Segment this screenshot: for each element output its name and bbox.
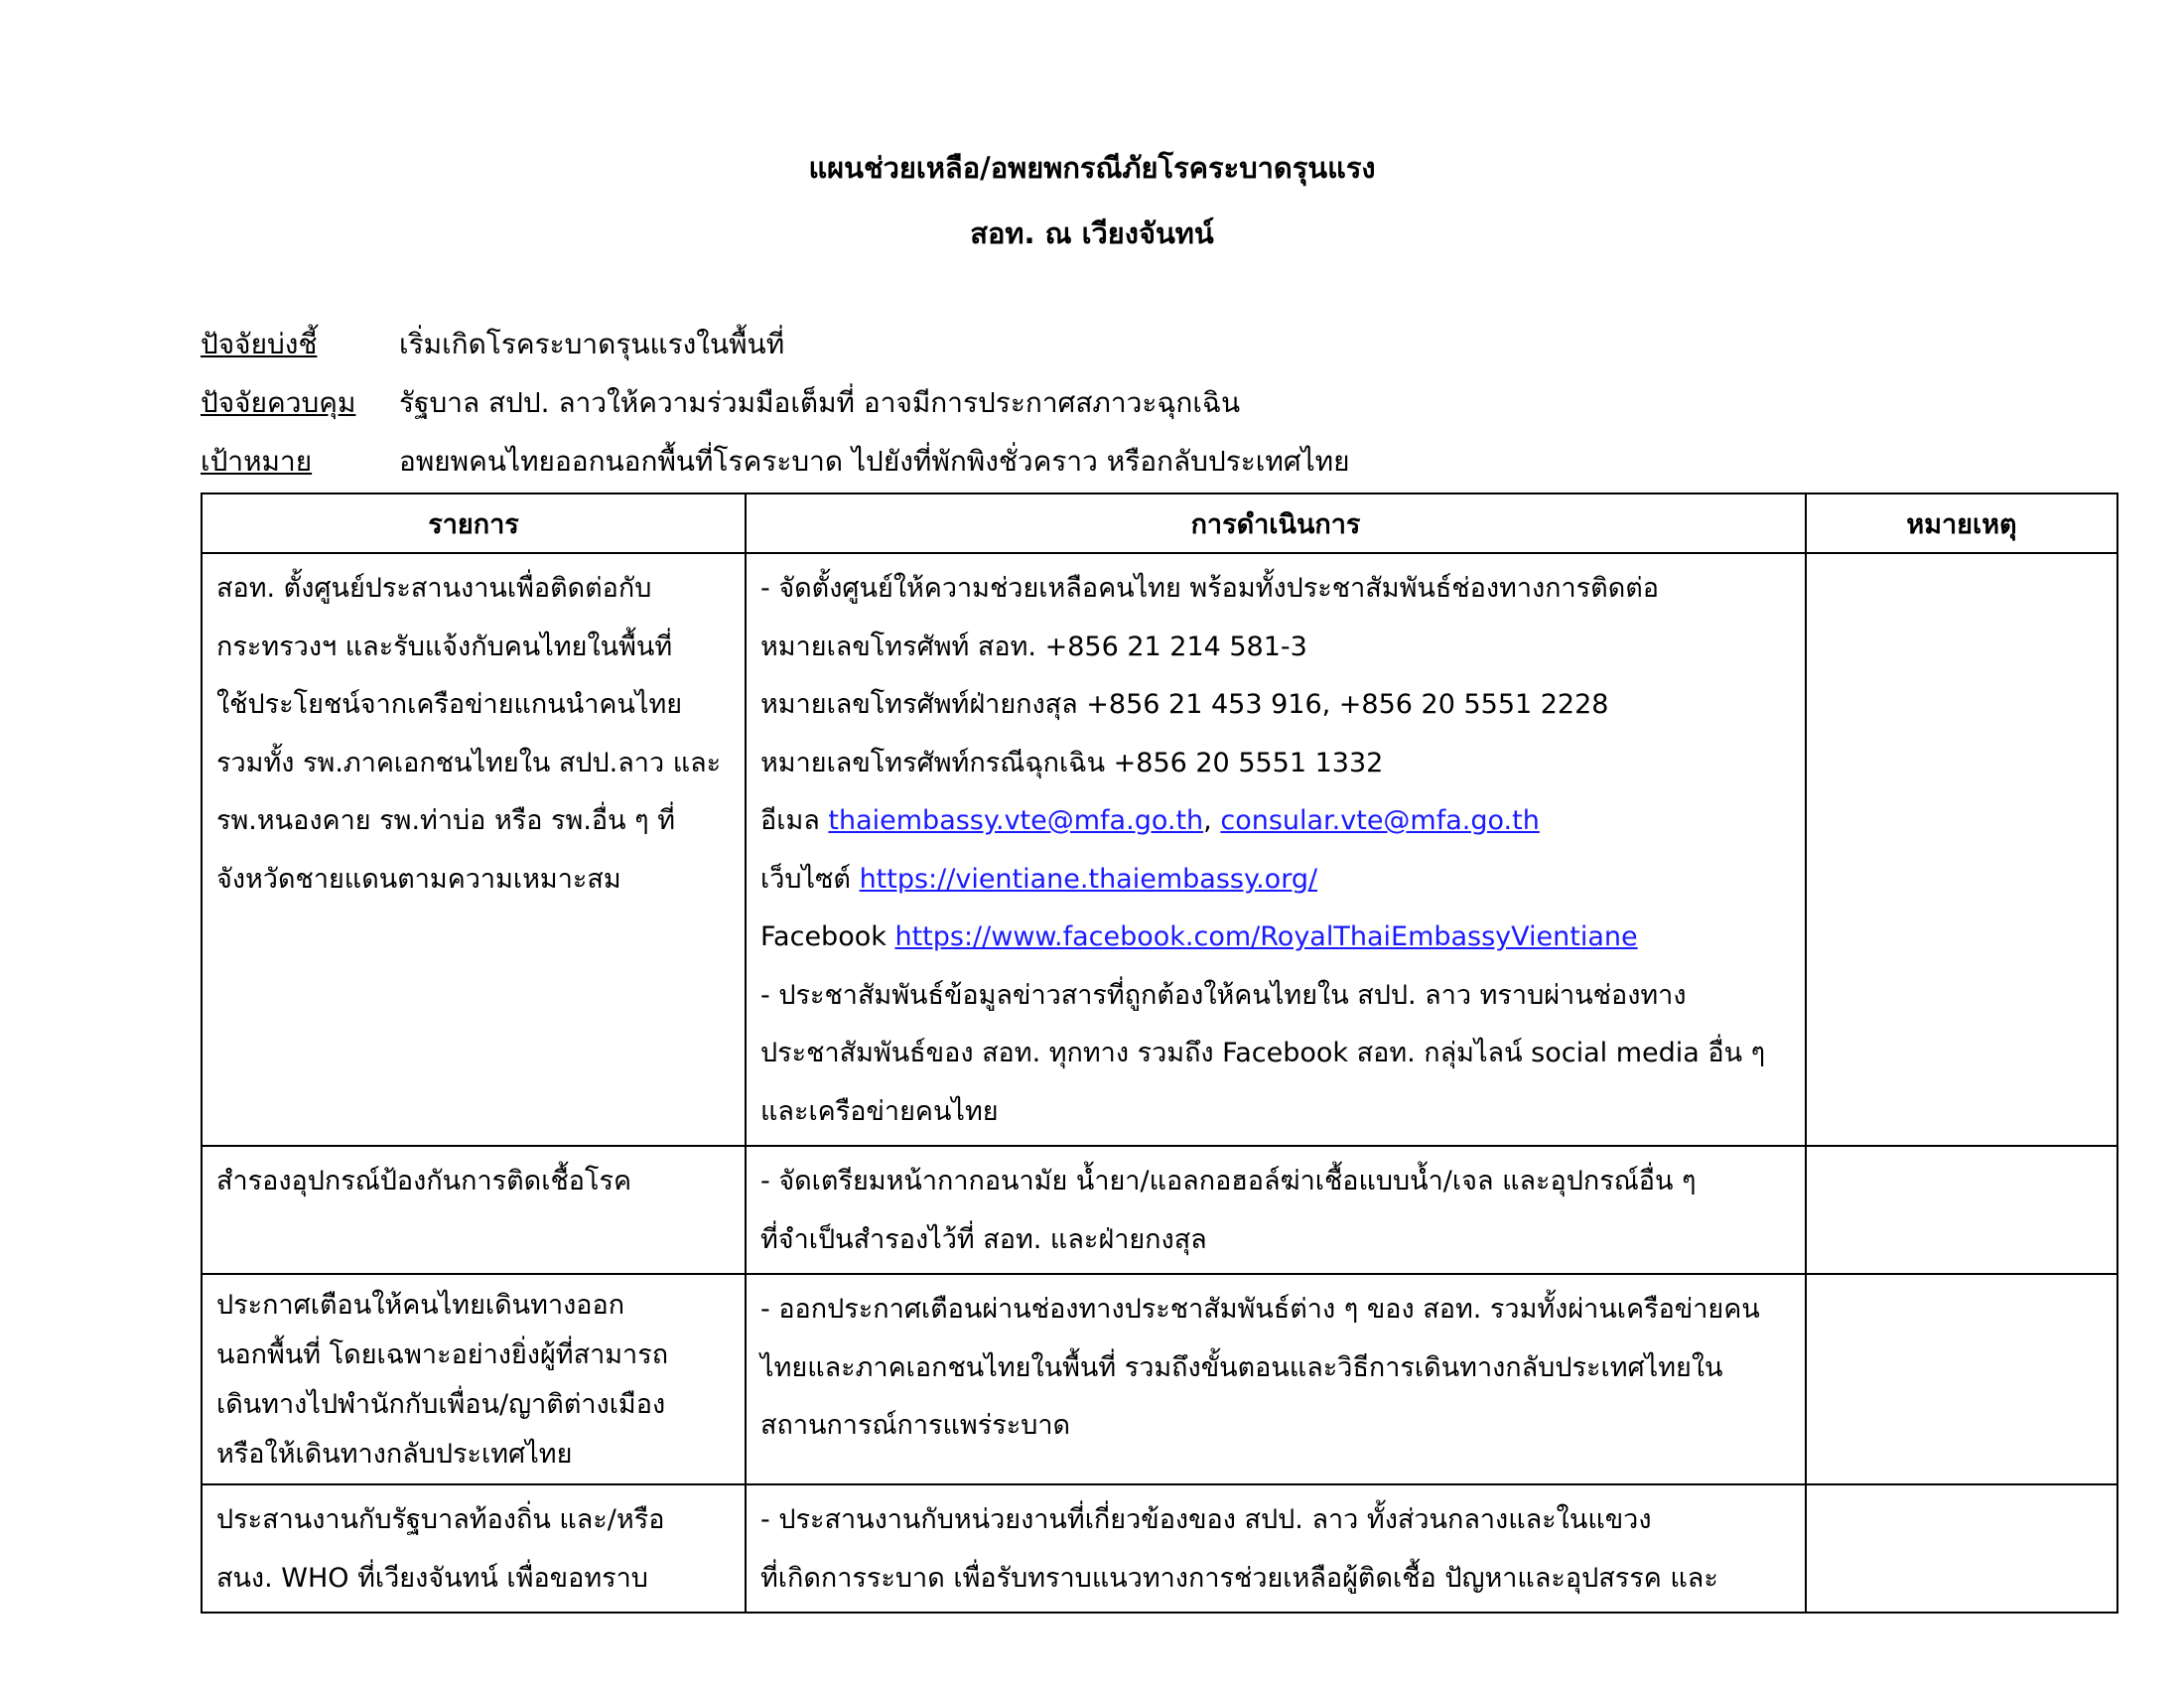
- meta-label: ปัจจัยบ่งชี้: [201, 328, 318, 360]
- website-line: [760, 851, 1791, 910]
- cell-line: - จัดเตรียมหน้ากากอนามัย น้ำยา/แอลกอฮอล์ฆ่าเชื้อแบบน้ำ/เจล และอุปกรณ์อื่น ๆ: [760, 1166, 1697, 1196]
- cell-line: ประชาสัมพันธ์ของ สอท. ทุกทาง รวมถึง Facebook สอท. กลุ่มไลน์ social media อื่น ๆ: [760, 1038, 1766, 1068]
- row4-remark: [1806, 1484, 2117, 1613]
- row2-action: [746, 1146, 1806, 1274]
- cell-line: สอท. ตั้งศูนย์ประสานงานเพื่อติดต่อกับ: [216, 573, 652, 604]
- table-row: [202, 553, 2117, 1146]
- cell-line: ที่จำเป็นสำรองไว้ที่ สอท. และฝ่ายกงสุล: [760, 1223, 1207, 1255]
- embassy-phone: หมายเลขโทรศัพท์ สอท. +856 21 214 581-3: [760, 631, 1307, 662]
- table-row: [202, 1274, 2117, 1484]
- meta-value: รัฐบาล สปป. ลาวให้ความร่วมมือเต็มที่ อาจมีการประกาศสภาวะฉุกเฉิน: [399, 386, 1241, 419]
- cell-line: สถานการณ์การแพร่ระบาด: [760, 1410, 1071, 1441]
- cell-line: หรือให้เดินทางกลับประเทศไทย: [216, 1439, 573, 1470]
- row1-remark: [1806, 553, 2117, 1146]
- facebook-link[interactable]: https://www.facebook.com/RoyalThaiEmbassyVientiane: [894, 921, 1638, 952]
- cell-line: รพ.หนองคาย รพ.ท่าบ่อ หรือ รพ.อื่น ๆ ที่: [216, 805, 676, 836]
- meta-value: เริ่มเกิดโรคระบาดรุนแรงในพื้นที่: [399, 328, 785, 360]
- row2-item: [202, 1146, 746, 1274]
- meta-value: อพยพคนไทยออกนอกพื้นที่โรคระบาด ไปยังที่พักพิงชั่วคราว หรือกลับประเทศไทย: [399, 445, 1350, 478]
- header-remark: หมายเหตุ: [1806, 493, 2117, 553]
- cell-line: และเครือข่ายคนไทย: [760, 1095, 999, 1127]
- email-line: [760, 792, 1791, 851]
- table-header-row: [202, 493, 2117, 553]
- table-row: [202, 1484, 2117, 1613]
- row2-remark: [1806, 1146, 2117, 1274]
- meta-goal: [201, 442, 1350, 482]
- document-title: แผนช่วยเหลือ/อพยพกรณีภัยโรคระบาดรุนแรง: [808, 151, 1376, 185]
- cell-line: - จัดตั้งศูนย์ให้ความช่วยเหลือคนไทย พร้อมทั้งประชาสัมพันธ์ช่องทางการติดต่อ: [760, 573, 1660, 604]
- email-label: อีเมล: [760, 805, 820, 836]
- cell-line: เดินทางไปพำนักกับเพื่อน/ญาติต่างเมือง: [216, 1389, 666, 1420]
- plan-table: [201, 492, 2118, 1614]
- facebook-line: [760, 909, 1791, 967]
- header-action: การดำเนินการ: [746, 493, 1806, 553]
- row4-item: [202, 1484, 746, 1613]
- row3-item: [202, 1274, 746, 1484]
- cell-line: สำรองอุปกรณ์ป้องกันการติดเชื้อโรค: [216, 1166, 632, 1196]
- consular-phone: หมายเลขโทรศัพท์ฝ่ายกงสุล +856 21 453 916, +856 20 5551 2228: [760, 689, 1609, 720]
- cell-line: ไทยและภาคเอกชนไทยในพื้นที่ รวมถึงขั้นตอนและวิธีการเดินทางกลับประเทศไทยใน: [760, 1351, 1723, 1383]
- row3-action: [746, 1274, 1806, 1484]
- website-label: เว็บไซต์: [760, 863, 851, 895]
- cell-line: ใช้ประโยชน์จากเครือข่ายแกนนำคนไทย: [216, 689, 683, 720]
- row3-remark: [1806, 1274, 2117, 1484]
- meta-indicator: [201, 325, 784, 364]
- website-link[interactable]: https://vientiane.thaiembassy.org/: [859, 863, 1318, 895]
- cell-line: รวมทั้ง รพ.ภาคเอกชนไทยใน สปป.ลาว และ: [216, 747, 722, 778]
- email-link-consular[interactable]: consular.vte@mfa.go.th: [1220, 805, 1540, 836]
- cell-line: - ประสานงานกับหน่วยงานที่เกี่ยวข้องของ สปป. ลาว ทั้งส่วนกลางและในแขวง: [760, 1504, 1652, 1535]
- cell-line: สนง. WHO ที่เวียงจันทน์ เพื่อขอทราบ: [216, 1562, 648, 1594]
- email-separator: ,: [1203, 805, 1212, 836]
- cell-line: - ออกประกาศเตือนผ่านช่องทางประชาสัมพันธ์ต่าง ๆ ของ สอท. รวมทั้งผ่านเครือข่ายคน: [760, 1294, 1760, 1325]
- row1-item: [202, 553, 746, 1146]
- meta-label: ปัจจัยควบคุม: [201, 386, 356, 419]
- cell-line: ที่เกิดการระบาด เพื่อรับทราบแนวทางการช่วยเหลือผู้ติดเชื้อ ปัญหาและอุปสรรค และ: [760, 1562, 1718, 1594]
- cell-line: - ประชาสัมพันธ์ข้อมูลข่าวสารที่ถูกต้องให้คนไทยใน สปป. ลาว ทราบผ่านช่องทาง: [760, 979, 1687, 1011]
- row1-action: [746, 553, 1806, 1146]
- header-item: รายการ: [202, 493, 746, 553]
- document-subtitle: สอท. ณ เวียงจันทน์: [970, 216, 1214, 250]
- email-link-embassy[interactable]: thaiembassy.vte@mfa.go.th: [828, 805, 1204, 836]
- cell-line: ประกาศเตือนให้คนไทยเดินทางออก: [216, 1290, 625, 1321]
- table-row: [202, 1146, 2117, 1274]
- facebook-label: Facebook: [760, 921, 887, 952]
- cell-line: กระทรวงฯ และรับแจ้งกับคนไทยในพื้นที่: [216, 631, 673, 662]
- cell-line: ประสานงานกับรัฐบาลท้องถิ่น และ/หรือ: [216, 1504, 665, 1535]
- cell-line: จังหวัดชายแดนตามความเหมาะสม: [216, 863, 621, 895]
- row4-action: [746, 1484, 1806, 1613]
- meta-control: [201, 383, 1240, 423]
- emergency-phone: หมายเลขโทรศัพท์กรณีฉุกเฉิน +856 20 5551 1332: [760, 747, 1384, 778]
- cell-line: นอกพื้นที่ โดยเฉพาะอย่างยิ่งผู้ที่สามารถ: [216, 1339, 669, 1370]
- meta-label: เป้าหมาย: [201, 445, 313, 478]
